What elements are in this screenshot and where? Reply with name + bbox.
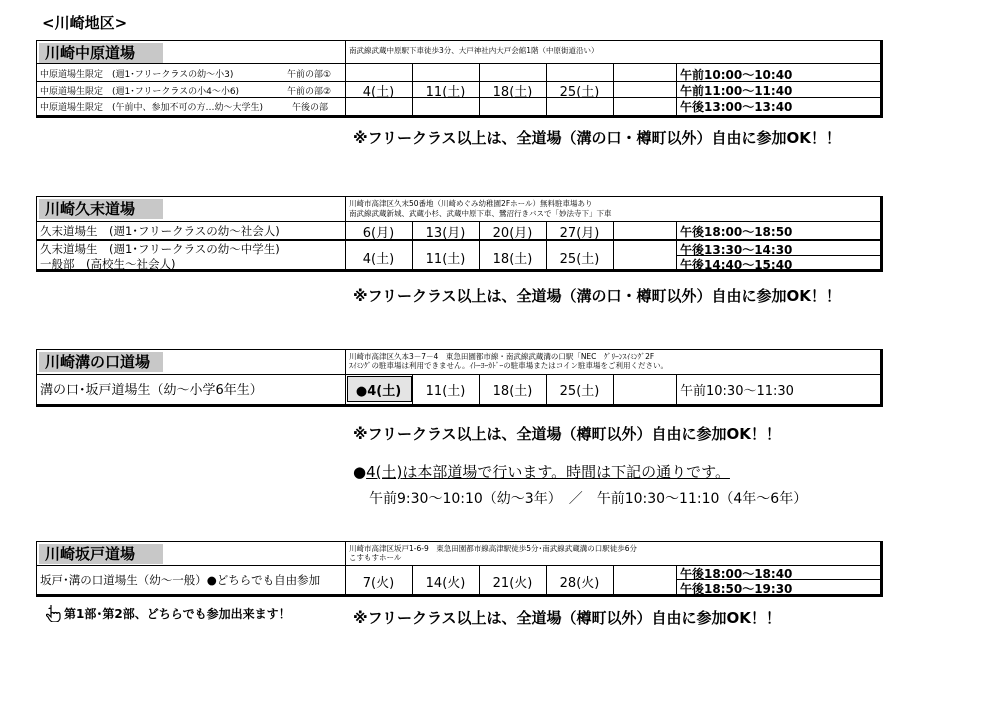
hisasue-schedule-table — [36, 196, 883, 272]
hisasue-date: 27(月) — [559, 226, 600, 241]
hisasue-note: ※フリークラス以上は、全道場（溝の口・樽町以外）自由に参加OK！！ — [353, 287, 841, 305]
nakahara-date: 25(土) — [559, 85, 600, 100]
nakahara-address: 南武線武蔵中原駅下車徒歩3分、大戸神社内大戸会館1階（中原街道沿い） — [349, 46, 599, 55]
mizonokuchi-date: 25(土) — [559, 384, 600, 399]
nakahara-schedule-table — [36, 40, 883, 118]
mizonokuchi-date: ●4(土) — [355, 384, 402, 399]
hisasue-time3: 午後14:40～15:40 — [680, 258, 793, 272]
hisasue-date: 18(土) — [492, 252, 533, 267]
hisasue-row3-label: 一般部 (高校生～社会人) — [40, 257, 176, 271]
nakahara-note: ※フリークラス以上は、全道場（溝の口・樽町以外）自由に参加OK！！ — [353, 129, 841, 147]
sakado-date: 7(火) — [362, 576, 395, 591]
mizonokuchi-label: 溝の口･坂戸道場生（幼～小学6年生） — [40, 383, 263, 398]
sakado-date: 21(火) — [492, 576, 533, 591]
mizonokuchi-time: 午前10:30～11:30 — [680, 384, 794, 399]
sakado-schedule-table — [36, 541, 883, 597]
hisasue-time1: 午後18:00～18:50 — [680, 225, 793, 239]
mizonokuchi-title: 川崎溝の口道場 — [39, 352, 163, 372]
nakahara-title: 川崎中原道場 — [39, 43, 163, 63]
sakado-date: 14(火) — [425, 576, 466, 591]
nakahara-date: 4(土) — [362, 85, 395, 100]
hisasue-address2: 南武線武蔵新城、武蔵小杉、武蔵中原下車、鷺沼行きバスで「妙法寺下」下車 — [349, 209, 612, 218]
hisasue-date: 13(月) — [425, 226, 466, 241]
hisasue-date: 6(月) — [362, 226, 395, 241]
sakado-time2: 午後18:50～19:30 — [680, 582, 793, 596]
nakahara-row2-label: 中原道場生限定 (週1･フリークラスの小4～小6) — [40, 87, 240, 97]
hisasue-date: 25(土) — [559, 252, 600, 267]
nakahara-time1: 午前10:00～10:40 — [680, 68, 793, 82]
nakahara-date: 18(土) — [492, 85, 533, 100]
hisasue-date: 4(土) — [362, 252, 395, 267]
mizonokuchi-address1: 川崎市高津区久本3－7－4 東急田園都市線・南武線武蔵溝の口駅「NEC ｸﾞﾘｰﾝｽｲﾐﾝｸﾞ2F — [349, 352, 655, 361]
mizonokuchi-special-times: 午前9:30～10:10（幼～3年） ／ 午前10:30～11:10（4年～6年） — [369, 491, 808, 507]
sakado-title: 川崎坂戸道場 — [39, 544, 163, 564]
mizonokuchi-special-notice — [353, 461, 730, 482]
sakado-address2: こすもすホール — [349, 553, 402, 562]
sakado-hand-note: 第1部･第2部、どちらでも参加出来ます！ — [64, 607, 291, 621]
mizonokuchi-date: 11(土) — [425, 384, 466, 399]
special-text: は本部道場で行います。時間は下記の通りです。 — [402, 463, 730, 481]
region-heading: <川崎地区> — [42, 14, 128, 32]
nakahara-row3-label: 中原道場生限定 (午前中、参加不可の方…幼～大学生) — [40, 103, 264, 113]
sakado-note: ※フリークラス以上は、全道場（樽町以外）自由に参加OK！！ — [353, 609, 781, 627]
nakahara-date: 11(土) — [425, 85, 466, 100]
sakado-date: 28(火) — [559, 576, 600, 591]
hisasue-time2: 午後13:30～14:30 — [680, 243, 793, 257]
nakahara-row2-part: 午前の部② — [287, 87, 332, 97]
hisasue-title: 川崎久末道場 — [39, 199, 163, 219]
special-bullet: ● — [353, 463, 367, 481]
special-date: 4(土) — [366, 463, 403, 481]
mizonokuchi-note: ※フリークラス以上は、全道場（樽町以外）自由に参加OK！！ — [353, 425, 781, 443]
pointing-hand-icon — [46, 604, 62, 622]
hisasue-row2-label: 久末道場生 (週1･フリークラスの幼～中学生) — [40, 242, 280, 256]
hisasue-row1-label: 久末道場生 (週1･フリークラスの幼～社会人) — [40, 224, 280, 238]
sakado-label: 坂戸･溝の口道場生（幼～一般）●どちらでも自由参加 — [40, 573, 321, 587]
nakahara-row1-part: 午前の部① — [287, 70, 332, 80]
mizonokuchi-date: 18(土) — [492, 384, 533, 399]
hisasue-address1: 川崎市高津区久末50番地（川崎めぐみ幼稚園2Fホール）無料駐車場あり — [349, 199, 593, 208]
sakado-time1: 午後18:00～18:40 — [680, 567, 793, 581]
nakahara-row1-label: 中原道場生限定 (週1･フリークラスの幼～小3) — [40, 70, 234, 80]
sakado-address1: 川崎市高津区坂戸1-6-9 東急田園都市線高津駅徒歩5分･南武線武蔵溝の口駅徒歩6分 — [349, 544, 638, 553]
hisasue-date: 11(土) — [425, 252, 466, 267]
mizonokuchi-address2: ｽｲﾐﾝｸﾞの駐車場は利用できません。ｲﾄｰﾖｰｶﾄﾞｰの駐車場またはコイン駐車場をご利用ください。 — [349, 361, 668, 370]
mizonokuchi-schedule-table — [36, 349, 883, 407]
hisasue-date: 20(月) — [492, 226, 533, 241]
nakahara-row3-part: 午後の部 — [292, 103, 329, 113]
nakahara-time3: 午後13:00～13:40 — [680, 100, 793, 114]
nakahara-time2: 午前11:00～11:40 — [680, 84, 793, 98]
